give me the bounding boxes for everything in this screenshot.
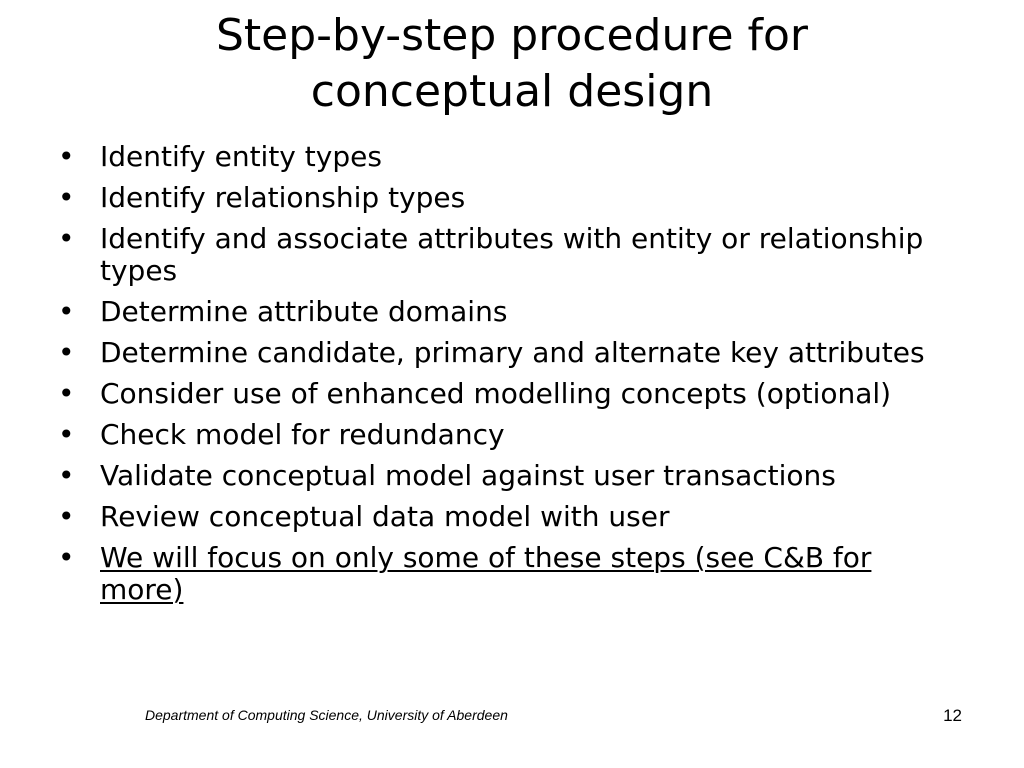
bullet-icon: • [58, 418, 75, 451]
bullet-icon: • [58, 459, 75, 492]
slide-title-line-2: conceptual design [310, 66, 714, 117]
bullet-text: Validate conceptual model against user transactions [100, 459, 836, 492]
bullet-icon: • [58, 140, 75, 173]
slide-title [100, 8, 924, 120]
bullet-text: Determine candidate, primary and alternate key attributes [100, 336, 925, 369]
footer-department: Department of Computing Science, University of Aberdeen [145, 707, 508, 723]
bullet-text: Consider use of enhanced modelling concepts (optional) [100, 377, 892, 410]
bullet-icon: • [58, 541, 75, 574]
bullet-icon: • [58, 222, 75, 255]
slide-title-line-1: Step-by-step procedure for [215, 10, 809, 61]
bullet-text: Identify and associate attributes with entity or relationship types [100, 222, 924, 287]
bullet-text: Identify entity types [100, 140, 382, 173]
bullet-text: Review conceptual data model with user [100, 500, 670, 533]
bullet-list [56, 141, 956, 615]
bullet-item [56, 460, 956, 492]
bullet-item [56, 501, 956, 533]
bullet-text: Identify relationship types [100, 181, 466, 214]
bullet-item [56, 419, 956, 451]
bullet-item [56, 296, 956, 328]
bullet-item-note [56, 542, 956, 606]
bullet-text-note: We will focus on only some of these steps (see C&B for more) [100, 541, 872, 606]
bullet-item [56, 378, 956, 410]
bullet-item [56, 141, 956, 173]
bullet-item [56, 223, 956, 287]
bullet-icon: • [58, 181, 75, 214]
bullet-item [56, 337, 956, 369]
bullet-item [56, 182, 956, 214]
bullet-icon: • [58, 336, 75, 369]
bullet-icon: • [58, 500, 75, 533]
bullet-text: Determine attribute domains [100, 295, 508, 328]
bullet-text: Check model for redundancy [100, 418, 505, 451]
bullet-icon: • [58, 295, 75, 328]
bullet-icon: • [58, 377, 75, 410]
page-number: 12 [943, 706, 962, 725]
